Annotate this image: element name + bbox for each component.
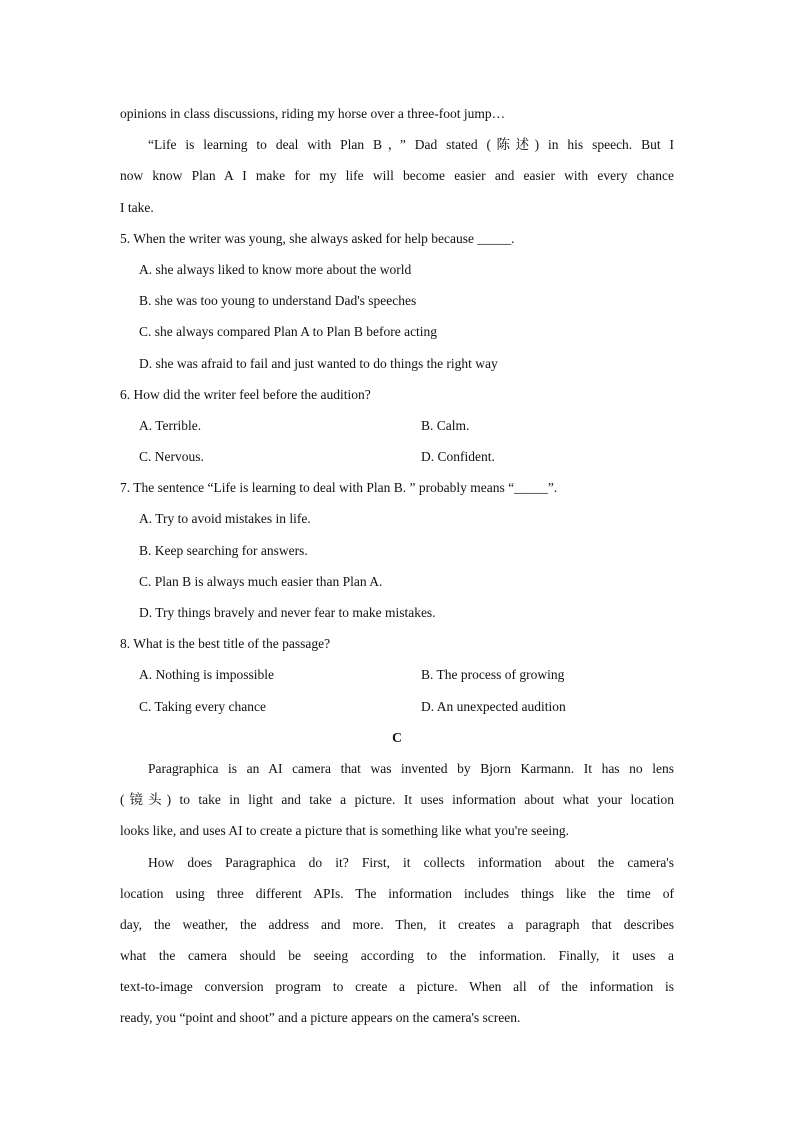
option-5c: C. she always compared Plan A to Plan B before acting (139, 324, 438, 340)
passage-line: location using three different APIs. The information includes things like the time of (120, 885, 674, 901)
passage-line: what the camera should be seeing according to the information. Finally, it uses a (120, 948, 674, 964)
option-6b: B. Calm. (421, 417, 470, 433)
option-8b: B. The process of growing (421, 667, 565, 683)
passage-line: opinions in class discussions, riding my horse over a three-foot jump… (120, 106, 506, 121)
passage-line: (镜头) to take in light and take a picture. It uses information about what your location (120, 792, 674, 808)
section-heading: C (392, 729, 402, 745)
passage-line: now know Plan A I make for my life will become easier and easier with every chance (120, 168, 674, 184)
option-8c: C. Taking every chance (139, 698, 267, 714)
passage-line: text-to-image conversion program to create a picture. When all of the information is (120, 979, 674, 995)
passage-line: day, the weather, the address and more. Then, it creates a paragraph that describes (120, 916, 674, 932)
question-stem-5: 5. When the writer was young, she always asked for help because _____. (120, 230, 515, 246)
option-row (120, 659, 674, 690)
option-7a: A. Try to avoid mistakes in life. (139, 511, 311, 527)
option-7b: B. Keep searching for answers. (139, 542, 308, 558)
question-stem-6: 6. How did the writer feel before the audition? (120, 386, 371, 402)
option-5b: B. she was too young to understand Dad's speeches (139, 293, 417, 309)
passage-line: Paragraphica is an AI camera that was invented by Bjorn Karmann. It has no lens (148, 760, 674, 776)
passage-line: I take. (120, 199, 154, 215)
option-6a: A. Terrible. (139, 417, 202, 433)
option-7d: D. Try things bravely and never fear to make mistakes. (139, 605, 436, 620)
option-8a: A. Nothing is impossible (139, 667, 275, 683)
question-stem-7: 7. The sentence “Life is learning to deal with Plan B. ” probably means “_____”. (120, 480, 558, 496)
option-row (120, 441, 674, 472)
passage-line: “Life is learning to deal with Plan B，” Dad stated (陈述) in his speech. But I (148, 137, 674, 153)
passage-line: How does Paragraphica do it? First, it collects information about the camera's (148, 854, 674, 870)
passage-line: looks like, and uses AI to create a picture that is something like what you're seeing. (120, 823, 569, 839)
option-5d: D. she was afraid to fail and just wanted to do things the right way (139, 355, 498, 371)
option-6c: C. Nervous. (139, 449, 204, 465)
option-row (120, 410, 674, 441)
option-5a: A. she always liked to know more about the world (139, 261, 412, 277)
question-stem-8: 8. What is the best title of the passage? (120, 636, 331, 652)
document-page (120, 98, 674, 1034)
option-7c: C. Plan B is always much easier than Plan A. (139, 573, 383, 589)
passage-line: ready, you “point and shoot” and a picture appears on the camera's screen. (120, 1010, 521, 1026)
option-6d: D. Confident. (421, 449, 495, 465)
option-8d: D. An unexpected audition (421, 698, 566, 714)
option-row (120, 691, 674, 722)
